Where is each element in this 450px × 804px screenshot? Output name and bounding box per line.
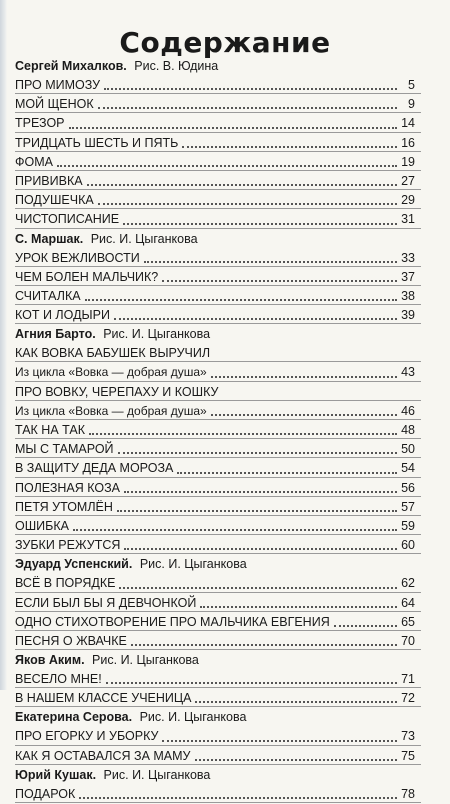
page-number: 75 xyxy=(401,748,415,763)
leader-dots xyxy=(131,644,397,646)
toc-section-serova xyxy=(15,708,415,765)
entry-underline xyxy=(15,764,421,765)
toc-entry[interactable] xyxy=(15,76,415,95)
page-number: 38 xyxy=(401,288,415,303)
entry-title: СЧИТАЛКА xyxy=(15,288,81,303)
toc-section-uspensky xyxy=(15,555,415,651)
page-number: 71 xyxy=(401,672,415,687)
page-number: 54 xyxy=(401,461,415,476)
author-name: Агния Барто. xyxy=(15,327,96,342)
entry-title: ПРО ЕГОРКУ И УБОРКУ xyxy=(15,729,159,744)
entry-title: ТРИДЦАТЬ ШЕСТЬ И ПЯТЬ xyxy=(15,135,179,150)
page-number: 16 xyxy=(401,135,415,150)
leader-dots xyxy=(195,759,397,761)
toc-section-kushak xyxy=(15,766,415,804)
leader-dots xyxy=(89,433,397,435)
leader-dots xyxy=(211,414,397,416)
toc-entry-subtitle[interactable] xyxy=(15,363,415,382)
leader-dots xyxy=(177,472,397,474)
entry-title: ВЕСЕЛО МНЕ! xyxy=(15,672,102,687)
toc-entry[interactable] xyxy=(15,287,415,306)
toc-entry[interactable] xyxy=(15,670,415,689)
entry-underline xyxy=(15,285,421,286)
leader-dots xyxy=(334,625,397,627)
author-name: Екатерина Серова. xyxy=(15,710,133,725)
leader-dots xyxy=(114,318,397,320)
entry-title: ПРО ВОВКУ, ЧЕРЕПАХУ И КОШКУ xyxy=(15,384,219,399)
page-number: 43 xyxy=(401,365,415,380)
leader-dots xyxy=(200,606,397,608)
page-title: Содержание xyxy=(119,26,331,59)
entry-underline xyxy=(15,477,421,478)
leader-dots xyxy=(106,682,397,684)
page-number: 27 xyxy=(401,173,415,188)
entry-title: В НАШЕМ КЛАССЕ УЧЕНИЦА xyxy=(15,691,192,706)
toc-entry[interactable] xyxy=(15,785,415,804)
page-number: 31 xyxy=(401,212,415,227)
toc-entry[interactable] xyxy=(15,95,415,114)
entry-title: ЧЕМ БОЛЕН МАЛЬЧИК? xyxy=(15,269,159,284)
entry-underline xyxy=(15,266,421,267)
entry-title: КАК Я ОСТАВАЛСЯ ЗА МАМУ xyxy=(15,748,191,763)
toc-entry[interactable] xyxy=(15,727,415,746)
toc-entry[interactable] xyxy=(15,536,415,555)
toc-entry[interactable] xyxy=(15,479,415,498)
leader-dots xyxy=(124,491,397,493)
page-number: 39 xyxy=(401,308,415,323)
entry-underline xyxy=(15,189,421,190)
illustrator-credit: Рис. И. Цыганкова xyxy=(103,767,211,782)
entry-title: МЫ С ТАМАРОЙ xyxy=(15,442,114,457)
leader-dots xyxy=(162,740,397,742)
entry-underline xyxy=(15,802,421,803)
illustrator-credit: Рис. И. Цыганкова xyxy=(103,327,211,342)
page-number: 64 xyxy=(401,595,415,610)
leader-dots xyxy=(104,88,397,90)
entry-title: ПОЛЕЗНАЯ КОЗА xyxy=(15,480,120,495)
illustrator-credit: Рис. В. Юдина xyxy=(134,59,219,73)
entry-title: УРОК ВЕЖЛИВОСТИ xyxy=(15,250,140,265)
author-name: Яков Аким. xyxy=(15,653,85,668)
page-number: 72 xyxy=(401,691,415,706)
entry-underline xyxy=(15,93,421,94)
entry-underline xyxy=(15,323,421,324)
leader-dots xyxy=(162,280,397,282)
author-heading xyxy=(15,230,415,249)
page-number: 5 xyxy=(408,78,415,92)
page-number: 46 xyxy=(401,403,415,418)
entry-title: ПОДУШЕЧКА xyxy=(15,193,94,208)
entry-underline xyxy=(15,553,421,554)
leader-dots xyxy=(123,223,397,225)
entry-title: ПОДАРОК xyxy=(15,786,76,801)
illustrator-credit: Рис. И. Цыганкова xyxy=(139,557,247,572)
toc-entry-subtitle[interactable] xyxy=(15,402,415,421)
entry-title: ПРИВИВКА xyxy=(15,173,83,188)
entry-underline xyxy=(15,630,421,631)
page-edge xyxy=(0,0,7,690)
toc-entry[interactable] xyxy=(15,114,415,133)
entry-underline xyxy=(15,687,421,688)
toc-entry[interactable] xyxy=(15,191,415,210)
toc-entry[interactable] xyxy=(15,594,415,613)
entry-title: КАК ВОВКА БАБУШЕК ВЫРУЧИЛ xyxy=(15,346,211,361)
author-heading xyxy=(15,57,415,76)
toc-section-akim xyxy=(15,651,415,708)
entry-underline xyxy=(15,170,421,171)
entry-title: КОТ И ЛОДЫРИ xyxy=(15,308,110,323)
entry-underline xyxy=(15,132,421,133)
leader-dots xyxy=(69,127,397,129)
author-heading xyxy=(15,555,415,574)
leader-dots xyxy=(73,529,397,531)
leader-dots xyxy=(119,587,397,589)
entry-title: ОДНО СТИХОТВОРЕНИЕ ПРО МАЛЬЧИКА ЕВГЕНИЯ xyxy=(15,614,330,629)
illustrator-credit: Рис. И. Цыганкова xyxy=(92,653,199,668)
entry-underline xyxy=(15,534,421,535)
toc-entry[interactable] xyxy=(15,172,415,191)
page-number: 70 xyxy=(401,633,415,648)
entry-underline xyxy=(15,208,421,209)
toc-entry[interactable] xyxy=(15,383,415,402)
entry-underline xyxy=(15,592,421,593)
leader-dots xyxy=(85,299,397,301)
leader-dots xyxy=(57,165,397,167)
author-name: Сергей Михалков. xyxy=(15,59,127,73)
leader-dots xyxy=(118,452,397,454)
entry-underline xyxy=(15,706,421,707)
entry-title: Из цикла «Вовка — добрая душа» xyxy=(15,365,207,380)
page-number: 59 xyxy=(401,518,415,533)
toc-entry[interactable] xyxy=(15,632,415,651)
toc-entry[interactable] xyxy=(15,421,415,440)
page-number: 57 xyxy=(401,499,415,514)
page-number: 48 xyxy=(401,423,415,437)
page-number: 19 xyxy=(401,154,415,169)
author-heading xyxy=(15,708,415,727)
entry-underline xyxy=(15,611,421,612)
entry-title: ПЕТЯ УТОМЛЁН xyxy=(15,499,113,514)
toc-entry[interactable] xyxy=(15,344,415,363)
toc-entry[interactable] xyxy=(15,153,415,172)
entry-title: ТРЕЗОР xyxy=(15,116,65,131)
illustrator-credit: Рис. И. Цыганкова xyxy=(90,231,198,246)
toc-entry[interactable] xyxy=(15,249,415,268)
page-number: 65 xyxy=(401,614,415,629)
toc-entry[interactable] xyxy=(15,747,415,766)
leader-dots xyxy=(211,376,397,378)
page-number: 9 xyxy=(408,97,415,112)
entry-underline xyxy=(15,515,421,516)
author-heading xyxy=(15,651,415,670)
entry-underline xyxy=(15,381,421,382)
author-heading xyxy=(15,766,415,785)
page-number: 29 xyxy=(401,193,415,208)
entry-title: ПЕСНЯ О ЖВАЧКЕ xyxy=(15,633,127,648)
entry-underline xyxy=(15,228,421,229)
entry-underline xyxy=(15,745,421,746)
toc-entry[interactable] xyxy=(15,574,415,593)
page-number: 14 xyxy=(401,116,415,131)
page-number: 37 xyxy=(401,269,415,284)
entry-title: ВСЁ В ПОРЯДКЕ xyxy=(15,576,116,591)
toc-entry[interactable] xyxy=(15,134,415,153)
leader-dots xyxy=(79,797,397,799)
leader-dots xyxy=(98,203,397,205)
leader-dots xyxy=(87,184,397,186)
toc-entry[interactable] xyxy=(15,689,415,708)
page-number: 33 xyxy=(401,250,415,265)
entry-title: ОШИБКА xyxy=(15,518,69,533)
leader-dots xyxy=(182,146,397,148)
toc-section-marshak xyxy=(15,230,415,326)
toc-entry[interactable] xyxy=(15,440,415,459)
entry-title: ЧИСТОПИСАНИЕ xyxy=(15,212,120,227)
toc-entry[interactable] xyxy=(15,498,415,517)
entry-underline xyxy=(15,361,421,362)
entry-title: Из цикла «Вовка — добрая душа» xyxy=(15,403,207,418)
table-of-contents xyxy=(15,57,415,804)
toc-entry[interactable] xyxy=(15,210,415,229)
entry-underline xyxy=(15,649,421,650)
toc-entry[interactable] xyxy=(15,517,415,536)
illustrator-credit: Рис. И. Цыганкова xyxy=(139,710,247,725)
page-number: 78 xyxy=(401,786,415,801)
entry-title: ТАК НА ТАК xyxy=(15,423,85,437)
page-number: 50 xyxy=(401,442,415,457)
leader-dots xyxy=(124,548,397,550)
page-number: 60 xyxy=(401,538,415,553)
toc-entry[interactable] xyxy=(15,459,415,478)
entry-title: ЕСЛИ БЫЛ БЫ Я ДЕВЧОНКОЙ xyxy=(15,595,197,610)
author-name: Юрий Кушак. xyxy=(15,767,97,782)
page-number: 62 xyxy=(401,576,415,591)
author-name: Эдуард Успенский. xyxy=(15,557,133,572)
toc-entry[interactable] xyxy=(15,268,415,287)
toc-section-mikhalkov xyxy=(15,57,415,230)
leader-dots xyxy=(98,107,397,109)
entry-title: МОЙ ЩЕНОК xyxy=(15,97,94,112)
leader-dots xyxy=(117,510,397,512)
leader-dots xyxy=(195,701,397,703)
entry-title: ЗУБКИ РЕЖУТСЯ xyxy=(15,538,121,553)
entry-underline xyxy=(15,400,421,401)
entry-underline xyxy=(15,496,421,497)
leader-dots xyxy=(144,261,397,263)
author-name: С. Маршак. xyxy=(15,231,84,246)
entry-underline xyxy=(15,151,421,152)
entry-title: ФОМА xyxy=(15,154,53,169)
toc-entry[interactable] xyxy=(15,306,415,325)
entry-underline xyxy=(15,438,421,439)
entry-underline xyxy=(15,457,421,458)
entry-title: ПРО МИМОЗУ xyxy=(15,78,101,92)
entry-underline xyxy=(15,112,421,113)
entry-underline xyxy=(15,419,421,420)
entry-title: В ЗАЩИТУ ДЕДА МОРОЗА xyxy=(15,461,174,476)
author-heading xyxy=(15,325,415,344)
toc-section-barto xyxy=(15,325,415,555)
page-number: 73 xyxy=(401,729,415,744)
entry-underline xyxy=(15,304,421,305)
toc-entry[interactable] xyxy=(15,613,415,632)
page-number: 56 xyxy=(401,480,415,495)
